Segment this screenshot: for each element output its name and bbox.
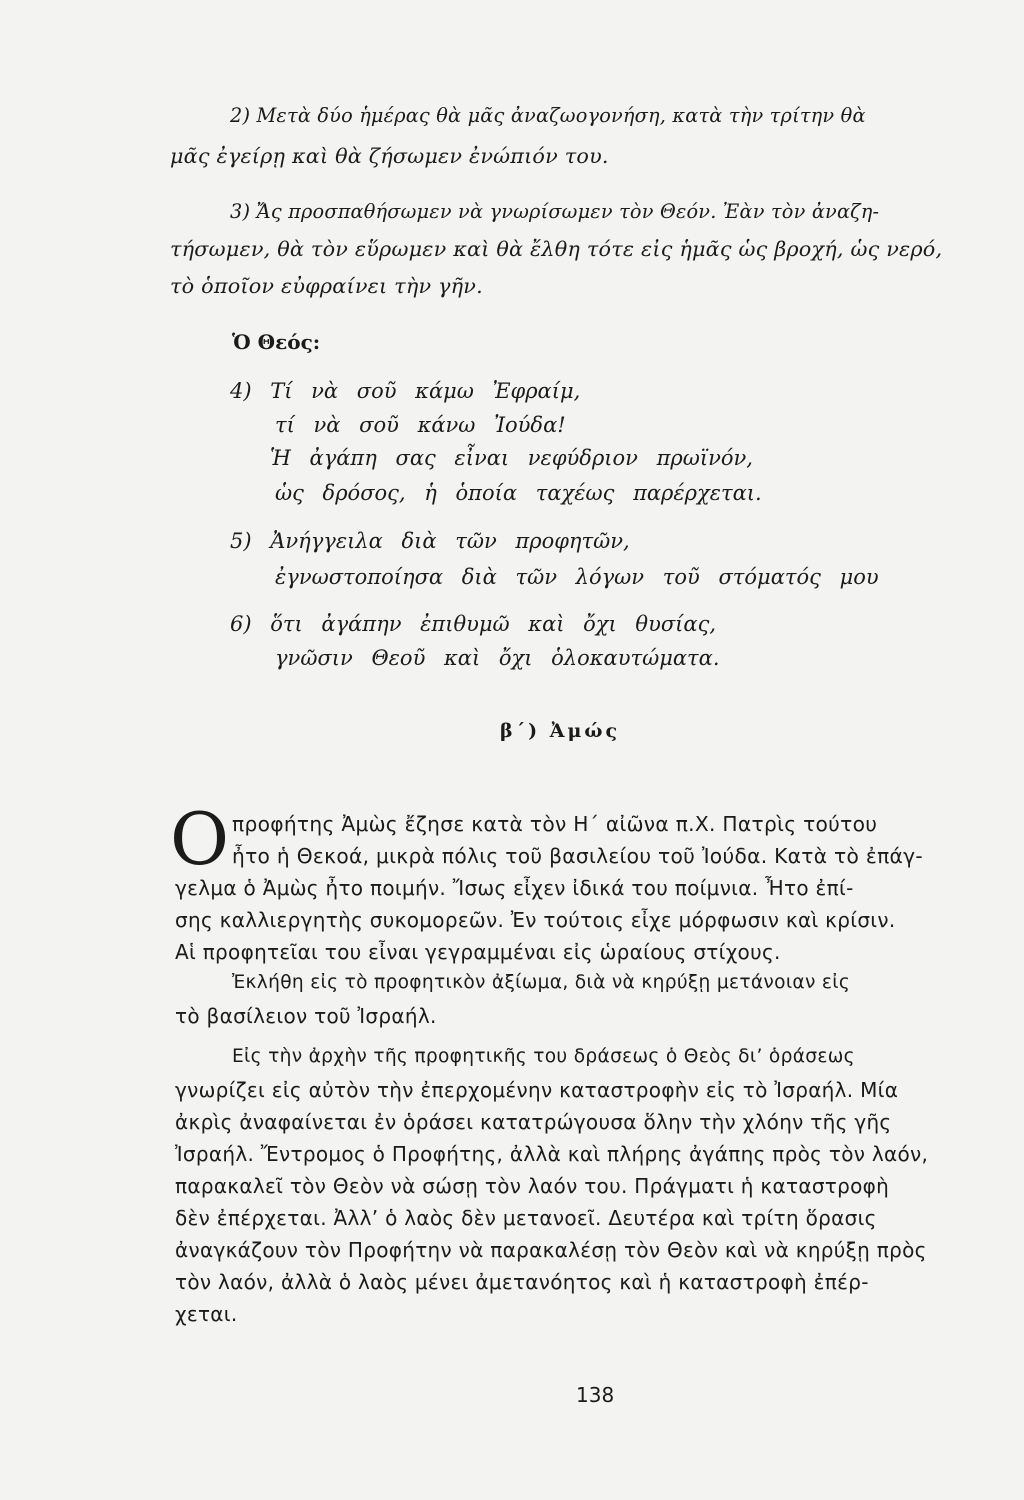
verse-line-1: 4) Τί νὰ σοῦ κάμω Ἐφραίμ, (230, 379, 581, 403)
body-line-8: Εἰς τὴν ἀρχὴν τῆς προφητικῆς του δράσεως ὁ Θεὸς δι’ ὁράσεως (232, 1046, 855, 1067)
body-line-4: σης καλλιεργητὴς συκομορεῶν. Ἐν τούτοις εἶχε μόρφωσιν καὶ κρίσιν. (175, 908, 896, 932)
verse-line-5: 5) Ἀνήγγειλα διὰ τῶν προφητῶν, (230, 529, 630, 553)
body-line-9: γνωρίζει εἰς αὐτὸν τὴν ἐπερχομένην καταστροφὴν εἰς τὸ Ἰσραήλ. Μία (175, 1078, 899, 1102)
speaker-heading: Ὁ Θεός: (232, 330, 321, 354)
body-line-3: γελμα ὁ Ἀμὼς ἦτο ποιμήν. Ἴσως εἶχεν ἰδικά του ποίμνια. Ἦτο ἐπί- (175, 876, 854, 900)
drop-cap: Ο (170, 797, 230, 881)
paragraph-3-line-2: τήσωμεν, θὰ τὸν εὕρωμεν καὶ θὰ ἔλθη τότε εἰς ἡμᾶς ὡς βροχή, ὡς νερό, (170, 237, 943, 261)
paragraph-2-line-2: μᾶς ἐγείρῃ καὶ θὰ ζήσωμεν ἐνώπιόν του. (170, 144, 609, 168)
body-line-14: ἀναγκάζουν τὸν Προφήτην νὰ παρακαλέσῃ τὸν Θεὸν καὶ νὰ κηρύξῃ πρὸς (175, 1238, 927, 1262)
verse-line-8: γνῶσιν Θεοῦ καὶ ὄχι ὁλοκαυτώματα. (275, 646, 720, 670)
body-line-15: τὸν λαόν, ἀλλὰ ὁ λαὸς μένει ἀμετανόητος καὶ ἡ καταστροφὴ ἐπέρ- (175, 1270, 869, 1294)
body-line-5: Αἱ προφητεῖαι του εἶναι γεγραμμέναι εἰς ὡραίους στίχους. (175, 940, 781, 964)
body-line-7: τὸ βασίλειον τοῦ Ἰσραήλ. (175, 1004, 437, 1028)
body-line-1: προφήτης Ἀμὼς ἔζησε κατὰ τὸν Η΄ αἰῶνα π.Χ. Πατρὶς τούτου (232, 812, 878, 836)
paragraph-2-line-1: 2) Μετὰ δύο ἡμέρας θὰ μᾶς ἀναζωογονήση, κατὰ τὴν τρίτην θὰ (230, 104, 866, 127)
body-line-6: Ἐκλήθη εἰς τὸ προφητικὸν ἀξίωμα, διὰ νὰ κηρύξῃ μετάνοιαν εἰς (232, 972, 851, 993)
verse-line-4: ὡς δρόσος, ἡ ὁποία ταχέως παρέρχεται. (275, 481, 762, 505)
verse-line-6: ἐγνωστοποίησα διὰ τῶν λόγων τοῦ στόματός μου (275, 565, 879, 589)
paragraph-3-line-1: 3) Ἄς προσπαθήσωμεν νὰ γνωρίσωμεν τὸν Θεόν. Ἐὰν τὸν ἀναζη- (230, 200, 880, 223)
verse-line-7: 6) ὅτι ἀγάπην ἐπιθυμῶ καὶ ὄχι θυσίας, (230, 612, 717, 636)
section-title: β΄) Ἀμώς (500, 720, 621, 742)
body-line-16: χεται. (175, 1302, 238, 1326)
verse-line-2: τί νὰ σοῦ κάνω Ἰούδα! (275, 413, 566, 437)
page-number: 138 (576, 1383, 615, 1407)
body-line-11: Ἰσραήλ. Ἔντρομος ὁ Προφήτης, ἀλλὰ καὶ πλήρης ἀγάπης πρὸς τὸν λαόν, (175, 1142, 929, 1166)
body-line-10: ἀκρὶς ἀναφαίνεται ἐν ὁράσει κατατρώγουσα ὅλην τὴν χλόην τῆς γῆς (175, 1110, 892, 1134)
verse-line-3: Ἡ ἀγάπη σας εἶναι νεφύδριον πρωϊνόν, (270, 446, 753, 470)
body-line-2: ἦτο ἡ Θεκοά, μικρὰ πόλις τοῦ βασιλείου τοῦ Ἰούδα. Κατὰ τὸ ἐπάγ- (232, 844, 923, 868)
paragraph-3-line-3: τὸ ὁποῖον εὐφραίνει τὴν γῆν. (170, 274, 483, 298)
body-line-12: παρακαλεῖ τὸν Θεὸν νὰ σώσῃ τὸν λαόν του. Πράγματι ἡ καταστροφὴ (175, 1174, 890, 1198)
body-line-13: δὲν ἐπέρχεται. Ἀλλ’ ὁ λαὸς δὲν μετανοεῖ. Δευτέρα καὶ τρίτη ὅρασις (175, 1206, 877, 1230)
